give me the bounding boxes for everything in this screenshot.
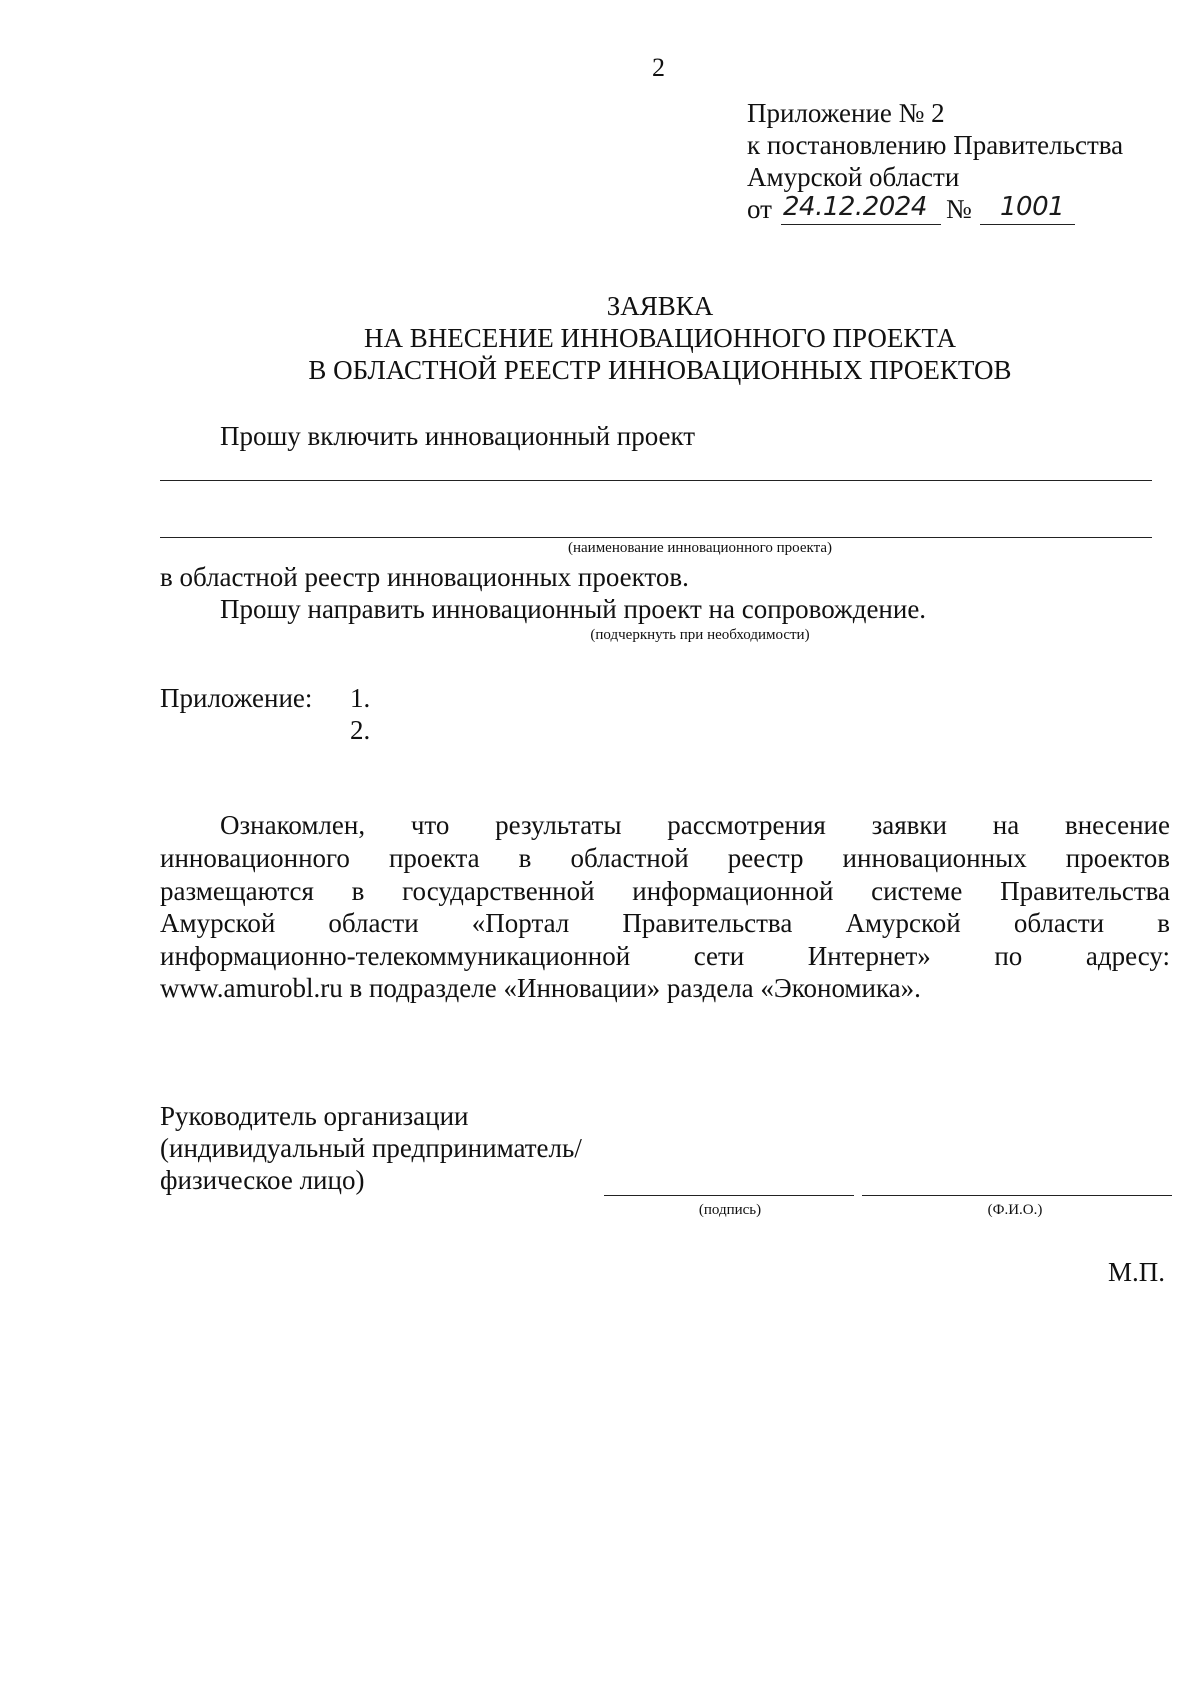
appendix-line-3: Амурской области (747, 162, 960, 192)
include-request-text: Прошу включить инновационный проект (220, 421, 696, 451)
appendix-line-2: к постановлению Правительства (747, 130, 1124, 160)
registry-text: в областной реестр инновационных проектов. (160, 562, 689, 592)
handwritten-date: 24.12.2024 (783, 192, 927, 222)
number-underline (980, 224, 1075, 225)
signatory-role-3: физическое лицо) (160, 1165, 365, 1195)
notice-line-1: Ознакомлен, что результаты рассмотрения заявки на внесение (220, 810, 1170, 840)
signatory-role-1: Руководитель организации (160, 1101, 469, 1131)
signature-line (604, 1195, 854, 1196)
appendix-number-prefix: № (946, 194, 972, 224)
attachment-item-2: 2. (350, 715, 371, 745)
date-underline (781, 224, 941, 225)
page-number: 2 (652, 53, 665, 82)
signatory-role-2: (индивидуальный предприниматель/ (160, 1133, 582, 1163)
document-title-3: В ОБЛАСТНОЙ РЕЕСТР ИННОВАЦИОННЫХ ПРОЕКТОВ (308, 355, 1012, 385)
notice-line-2: инновационного проекта в областной реестр инновационных проектов (160, 843, 1170, 873)
full-name-caption: (Ф.И.О.) (987, 1202, 1043, 1218)
attachment-item-1: 1. (350, 683, 371, 713)
attachments-label: Приложение: (160, 683, 313, 713)
notice-line-4: Амурской области «Портал Правительства Амурской области в (160, 908, 1170, 938)
appendix-line-1: Приложение № 2 (747, 98, 945, 128)
project-name-line-1 (160, 480, 1152, 481)
stamp-place: М.П. (1108, 1257, 1166, 1287)
handwritten-number: 1001 (1000, 192, 1065, 222)
notice-line-5: информационно-телекоммуникационной сети Интернет» по адресу: (160, 941, 1170, 971)
full-name-line (862, 1195, 1172, 1196)
document-title-2: НА ВНЕСЕНИЕ ИННОВАЦИОННОГО ПРОЕКТА (364, 323, 956, 353)
project-name-line-2 (160, 537, 1152, 538)
support-request-text: Прошу направить инновационный проект на сопровождение. (220, 594, 927, 624)
document-title-1: ЗАЯВКА (606, 291, 714, 321)
notice-line-3: размещаются в государственной информационной системе Правительства (160, 876, 1170, 906)
appendix-from-prefix: от (747, 194, 772, 224)
underline-caption: (подчеркнуть при необходимости) (590, 627, 810, 643)
notice-line-6: www.amurobl.ru в подразделе «Инновации» раздела «Экономика». (160, 973, 921, 1003)
signature-caption: (подпись) (698, 1202, 762, 1218)
project-name-caption: (наименование инновационного проекта) (567, 540, 832, 556)
